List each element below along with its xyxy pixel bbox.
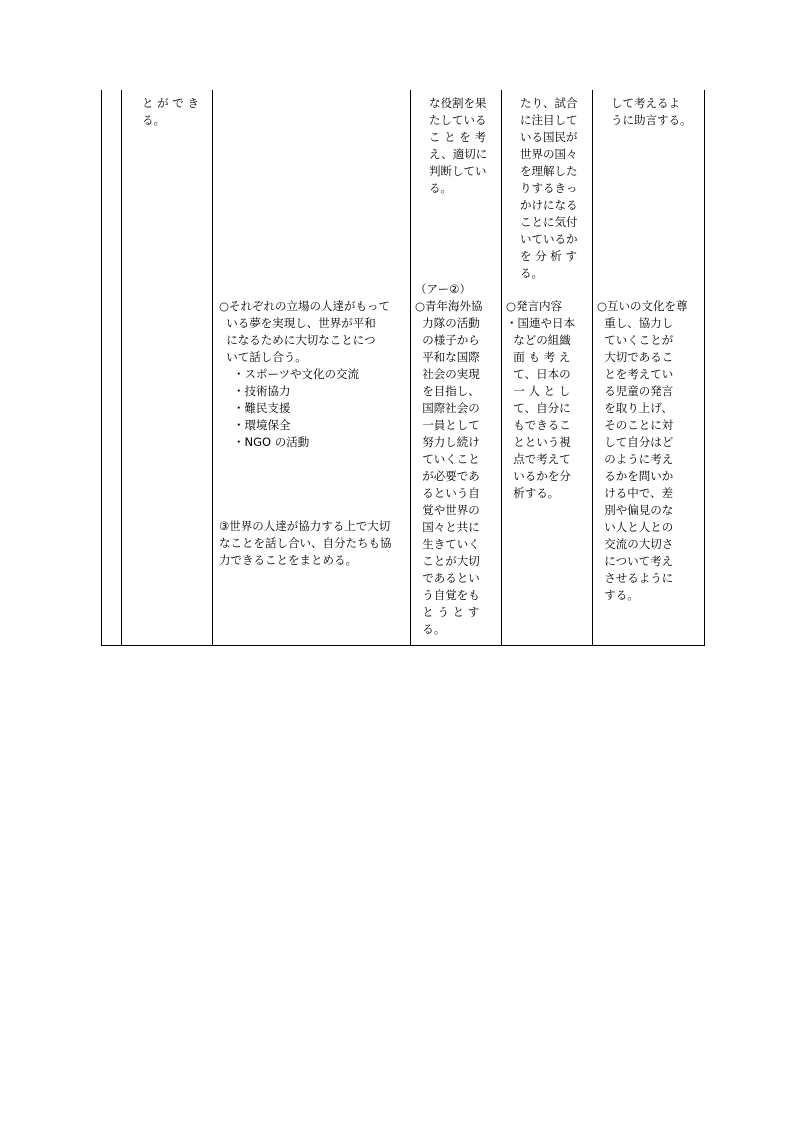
row2-col4-line: 点で考えて [506, 452, 571, 466]
row2-col5-line: させるように [597, 571, 674, 585]
row2-col3-line: う自覚をも [415, 588, 480, 602]
row1-col3-line: え、適切に [429, 147, 488, 161]
activity-list-item: ・NGO の活動 [233, 435, 310, 449]
table-border-col1 [121, 90, 122, 646]
row2-col5-line: 重し、協力し [597, 316, 674, 330]
row2-col3-line: 生きていく [415, 537, 480, 551]
row2-col5-line: とを考えてい [597, 367, 674, 381]
row2-col2-line: いる夢を実現し、世界が平和 [219, 316, 376, 330]
row1-col1-cell [142, 95, 210, 129]
row1-col4-line: いているか [520, 232, 578, 246]
row1-col4-line: りするきっ [520, 181, 578, 195]
row1-col3-line: る。 [429, 181, 452, 195]
row1-col4-line: たり、試合 [520, 96, 578, 110]
row2-col3-cell [415, 281, 501, 638]
row1-col5-cell [611, 95, 703, 129]
table-border-left [101, 90, 102, 646]
row1-col4-line: る。 [520, 266, 543, 280]
activity-list [219, 366, 409, 451]
row2-col5-line: ○互いの文化を尊 [597, 299, 688, 313]
row2-col4-line: などの組織 [506, 333, 571, 347]
row2-col3-line: る。 [415, 622, 446, 636]
row2-col5-line: を取り上げ、 [597, 401, 673, 415]
row2-col5-line: ける中で、差 [597, 486, 674, 500]
evaluation-label: （アー②） [415, 282, 471, 296]
row1-col4-line: ことに気付 [520, 215, 578, 229]
row2-col5-line: い人と人との [597, 520, 674, 534]
row2-col3-line: 平和な国際 [415, 350, 480, 364]
activity-list-item: ・環境保全 [233, 418, 291, 432]
table-border-col3 [410, 90, 411, 646]
row1-col4-line: かけになる [520, 198, 578, 212]
row2-col4-line: ・国連や日本 [506, 316, 575, 330]
row1-col5-line: して考えるよ [611, 96, 680, 110]
row2-col2-step3-cell [219, 518, 409, 569]
table-border-col4 [501, 90, 502, 646]
row1-col4-cell [520, 95, 592, 282]
row1-col1-line: と が で き [142, 96, 199, 110]
row2-col3-line: 国々と共に [415, 520, 480, 534]
row2-col4-line: 一 人 と し [506, 384, 571, 398]
row2-col5-line: る児童の発言 [597, 384, 674, 398]
table-border-col5 [592, 90, 593, 646]
row2-col5-line: について考え [597, 554, 674, 568]
row2-col2-line: になるために大切なことにつ [219, 333, 376, 347]
row1-col3-cell [429, 95, 501, 197]
row2-col3-line: であるとい [415, 571, 480, 585]
row2-col2-line: いて話し合う。 [219, 350, 307, 364]
row2-col4-line: ○発言内容 [506, 299, 563, 313]
row2-col5-line: 交流の大切さ [597, 537, 674, 551]
row2-col3-line: ていくこと [415, 452, 480, 466]
row2-col3-line: ○青年海外協 [415, 299, 483, 313]
row1-col4-line: に注目して [520, 113, 578, 127]
row2-col3-line: 一員として [415, 418, 480, 432]
row2-col4-line: 面 も 考 え [506, 350, 571, 364]
row2-col5-line: ていくことが [597, 333, 674, 347]
row1-col4-line: 世界の国々 [520, 147, 578, 161]
row2-col3-line: 力隊の活動 [415, 316, 480, 330]
table-border-right [704, 90, 705, 646]
row1-col4-line: を 分 析 す [520, 249, 577, 263]
row2-col3-line: 国際社会の [415, 401, 480, 415]
row1-col5-line: うに助言する。 [611, 113, 692, 127]
row1-col4-line: を理解した [520, 164, 578, 178]
row2-col2-line: ○それぞれの立場の人達がもって [219, 299, 391, 313]
row2-col3-line: の様子から [415, 333, 480, 347]
row2-col4-line: とという視 [506, 435, 571, 449]
activity-list-item: ・難民支援 [233, 401, 291, 415]
row2-col3-line: 努力し続け [415, 435, 480, 449]
row2-col4-line: 析する。 [506, 486, 560, 500]
row2-col3-line: 社会の実現 [415, 367, 480, 381]
row2-col4-cell [506, 298, 592, 502]
row2-col4-line: もできるこ [506, 418, 571, 432]
row2-col5-cell [597, 298, 703, 604]
row1-col3-line: こ と を 考 [429, 130, 486, 144]
row2-col3-line: を目指し、 [415, 384, 480, 398]
row1-col3-line: 判断してい [429, 164, 487, 178]
table-border-col2 [212, 90, 213, 646]
row2-col5-line: るかを問いか [597, 469, 674, 483]
activity-list-item: ・スポーツや文化の交流 [233, 367, 360, 381]
row2-col2-step3-line: なことを話し合い、自分たちも協 [219, 536, 392, 550]
row2-col4-line: て、日本の [506, 367, 571, 381]
row2-col3-line: ことが大切 [415, 554, 480, 568]
row1-col1-line: る。 [142, 113, 165, 127]
row2-col5-line: 大切であるこ [597, 350, 674, 364]
row1-col3-line: たしている [429, 113, 487, 127]
row2-col4-line: て、自分に [506, 401, 571, 415]
row2-col5-line: のように考え [597, 452, 674, 466]
row1-col4-line: いる国民が [520, 130, 578, 144]
row2-col3-line: るという自 [415, 486, 480, 500]
row2-col2-step3-line: ③世界の人達が協力する上で大切 [219, 519, 391, 533]
row2-col4-line: いるかを分 [506, 469, 571, 483]
row2-col5-line: する。 [597, 588, 639, 602]
activity-list-item: ・技術協力 [233, 384, 291, 398]
table-border-bottom [101, 645, 705, 646]
row2-col5-line: そのことに対 [597, 418, 674, 432]
row2-col5-line: 別や偏見のな [597, 503, 674, 517]
row1-col3-line: な役割を果 [429, 96, 487, 110]
row2-col3-line: 覚や世界の [415, 503, 480, 517]
row2-col3-line: と う と す [415, 605, 480, 619]
row2-col3-line: が必要であ [415, 469, 480, 483]
row2-col2-step3-line: 力できることをまとめる。 [219, 553, 357, 567]
row2-col5-line: して自分はど [597, 435, 674, 449]
row2-col2-cell [219, 298, 409, 451]
